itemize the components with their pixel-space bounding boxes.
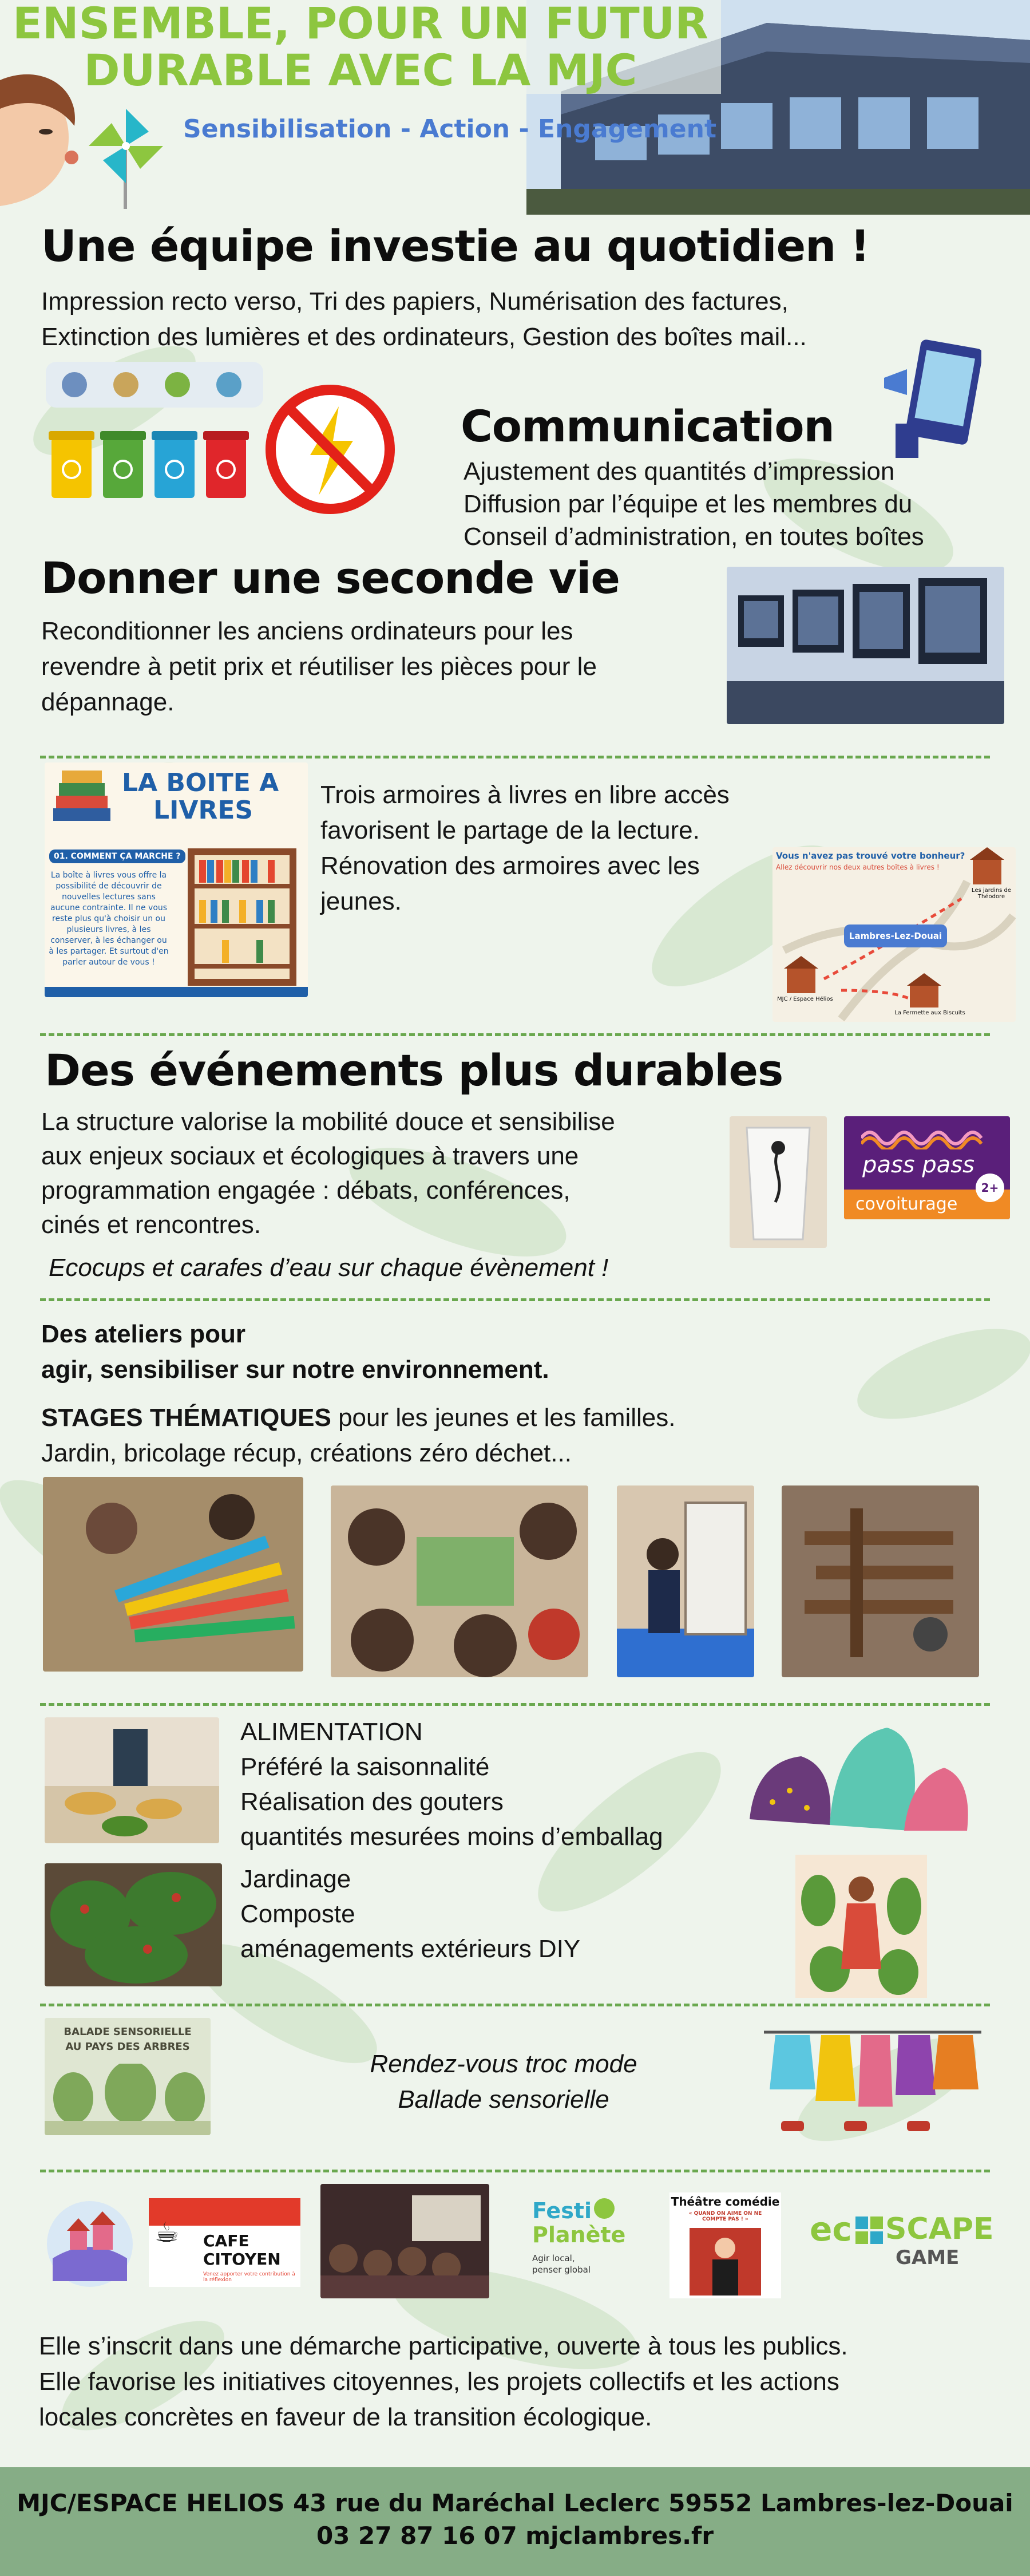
gardening-illustration: [795, 1855, 927, 1998]
events-text: [41, 1105, 615, 1242]
team-text: [41, 284, 807, 355]
clothes-rack-illustration: [758, 2021, 987, 2135]
meeting-photo: [320, 2184, 489, 2298]
food-text: [240, 1714, 663, 1854]
troc-line2: Ballade sensorielle: [398, 2085, 609, 2113]
footer-address: MJC/ESPACE HELIOS 43 rue du Maréchal Leclerc 59552 Lambres-lez-Douai: [17, 2489, 1013, 2517]
workshop-photo-3: [617, 1485, 754, 1677]
book-box-line1: Trois armoires à livres en libre accès: [320, 781, 730, 809]
garden-line1: Jardinage: [240, 1865, 351, 1893]
festi-planete-logo: [532, 2198, 629, 2290]
cafe-line2: CITOYEN: [203, 2250, 281, 2269]
festi-globe-icon: [594, 2198, 615, 2219]
communication-line2: Diffusion par l’équipe et les membres du: [464, 490, 913, 518]
book-box-line3: Rénovation des armoires avec les: [320, 852, 700, 880]
book-box-text: [320, 777, 730, 919]
section-divider: [40, 1703, 990, 1706]
workshops-heading-line2: agir, sensibiliser sur notre environnement.: [41, 1356, 549, 1384]
festi-word: Festi: [532, 2198, 592, 2223]
map-title: Vous n'avez pas trouvé votre bonheur?: [776, 851, 965, 861]
page-title-line2: DURABLE AVEC LA MJC: [84, 45, 637, 96]
team-text-line1: Impression recto verso, Tri des papiers, Numérisation des factures,: [41, 287, 789, 315]
footer: [0, 2467, 1030, 2576]
computer-megaphone-icon: [878, 338, 981, 464]
food-line1: ALIMENTATION: [240, 1718, 423, 1746]
workshop-photo-2: [331, 1485, 588, 1677]
section-divider: [40, 1298, 990, 1301]
second-life-line2: revendre à petit prix et réutiliser les pièces pour le: [41, 653, 597, 681]
stages-rest: pour les jeunes et les familles.: [331, 1404, 676, 1432]
workshops-heading: [41, 1317, 549, 1388]
theatre-subtitle: « QUAND ON AIME ON NE COMPTE PAS ! »: [688, 2211, 762, 2222]
closing-line2: Elle favorise les initiatives citoyennes, les projets collectifs et les actions: [39, 2368, 839, 2396]
team-text-line2: Extinction des lumières et des ordinateurs, Gestion des boîtes mail...: [41, 323, 807, 351]
passpass-name: pass pass: [862, 1152, 974, 1178]
food-line4: quantités mesurées moins d’emballag: [240, 1823, 663, 1851]
food-line3: Réalisation des gouters: [240, 1788, 504, 1816]
food-line2: Préféré la saisonnalité: [240, 1753, 490, 1781]
garden-line2: Composte: [240, 1900, 355, 1928]
poster-tag: 01. COMMENT ÇA MARCHE ?: [49, 850, 185, 863]
recycling-icons: [46, 362, 263, 408]
festi-sub2: penser global: [532, 2265, 591, 2275]
workshop-photo-1: [43, 1477, 303, 1672]
footer-contact: 03 27 87 16 07 mjclambres.fr: [316, 2522, 714, 2550]
section-divider: [40, 1033, 990, 1036]
closing-line3: locales concrètes en faveur de la transition écologique.: [39, 2403, 652, 2431]
stages-text: [41, 1400, 675, 1471]
communication-line1: Ajustement des quantités d’impression: [464, 457, 895, 485]
poster-title-line1: LA BOITE A: [122, 768, 279, 797]
workshop-photo-4: [782, 1485, 979, 1677]
cafe-line1: CAFE: [203, 2231, 249, 2250]
events-line2: aux enjeux sociaux et écologiques à travers une: [41, 1142, 579, 1170]
poster-title-line2: LIVRES: [153, 796, 253, 825]
poster-text: La boîte à livres vous offre la possibilité de découvrir de nouvelles lectures sans aucune contrainte. Il ne vous reste plus qu'à choisir un ou plusieurs livres, à les conserver, à les échanger ou à les partager. Et surtout d'en parler autour de vous !: [49, 871, 169, 967]
section-divider: [40, 2170, 990, 2172]
map-place-2: MJC / Espace Hélios: [777, 996, 833, 1002]
events-line4: cinés et rencontres.: [41, 1211, 261, 1239]
sensory-walk-poster: [45, 2018, 211, 2135]
garden-text: [240, 1862, 580, 1966]
section-divider: [40, 2004, 990, 2006]
passpass-logo: [844, 1116, 1010, 1219]
troc-line1: Rendez-vous troc mode: [370, 2050, 637, 2078]
passpass-badge: 2+: [976, 1174, 1004, 1202]
ecoscape-eco: ec: [810, 2210, 852, 2249]
garden-line3: aménagements extérieurs DIY: [240, 1935, 581, 1963]
second-life-text: [41, 614, 597, 720]
stages-line2: Jardin, bricolage récup, créations zéro déchet...: [41, 1439, 572, 1467]
workshops-heading-line1: Des ateliers pour: [41, 1320, 246, 1348]
book-box-line4: jeunes.: [320, 887, 402, 915]
events-line3: programmation engagée : débats, conférences,: [41, 1176, 571, 1204]
ecocups-note: Ecocups et carafes d’eau sur chaque évènement !: [49, 1254, 609, 1282]
partner-logo-houses: [41, 2190, 138, 2290]
events-line1: La structure valorise la mobilité douce et sensibilise: [41, 1108, 615, 1136]
communication-line3: Conseil d’administration, en toutes boîtes: [464, 523, 924, 551]
team-title: Une équipe investie au quotidien !: [41, 220, 870, 271]
closing-line1: Elle s’inscrit dans une démarche participative, ouverte à tous les publics.: [39, 2332, 848, 2360]
theatre-title: Théâtre comédie: [671, 2195, 780, 2208]
fabric-wrap-illustration: [738, 1716, 978, 1848]
section-divider: [40, 756, 990, 758]
book-box-map: [772, 847, 1016, 1022]
planete-word: Planète: [532, 2222, 626, 2247]
garden-photo: [45, 1863, 222, 1986]
passpass-sub: covoiturage: [855, 1194, 958, 1214]
cafe-citoyen-logo: [149, 2198, 300, 2287]
map-subtitle: Allez découvrir nos deux autres boîtes à livres !: [776, 863, 940, 871]
festi-sub1: Agir local,: [532, 2253, 575, 2263]
computers-photo: [727, 567, 1004, 724]
troc-text: [343, 2046, 664, 2117]
poster-line2: AU PAYS DES ARBRES: [65, 2041, 190, 2053]
communication-text: [464, 455, 924, 553]
recycling-bins-icon: [46, 421, 258, 501]
no-electricity-icon: [264, 384, 396, 515]
map-place-3: La Fermette aux Biscuits: [894, 1010, 965, 1016]
blowing-face-illustration: [0, 63, 86, 212]
second-life-line3: dépannage.: [41, 688, 175, 716]
ecoscape-game-logo: [810, 2210, 993, 2278]
food-photo: [45, 1717, 219, 1843]
theatre-poster: [670, 2192, 781, 2298]
events-title: Des événements plus durables: [45, 1045, 783, 1096]
ecoscape-game: GAME: [896, 2246, 960, 2269]
page-subtitle: Sensibilisation - Action - Engagement: [183, 114, 716, 144]
stages-bold: STAGES THÉMATIQUES: [41, 1404, 331, 1432]
poster-line1: BALADE SENSORIELLE: [64, 2026, 192, 2038]
cafe-cup-icon: ☕: [154, 2217, 180, 2249]
second-life-title: Donner une seconde vie: [41, 552, 620, 603]
pinwheel-icon: [86, 106, 166, 209]
map-center-label: Lambres-Lez-Douai: [849, 931, 942, 941]
second-life-line1: Reconditionner les anciens ordinateurs pour les: [41, 617, 573, 645]
book-box-poster: [45, 762, 308, 997]
closing-text: [39, 2329, 848, 2435]
map-place-1: Les jardins de Théodore: [971, 887, 1012, 900]
page-title: [0, 0, 721, 94]
communication-title: Communication: [461, 401, 834, 452]
book-box-line2: favorisent le partage de la lecture.: [320, 816, 700, 844]
cafe-tagline: Venez apporter votre contribution à la réflexion: [203, 2271, 295, 2283]
ecocup-photo: [730, 1116, 827, 1248]
page-title-line1: ENSEMBLE, POUR UN FUTUR: [13, 0, 708, 49]
ecoscape-scape: SCAPE: [885, 2212, 994, 2246]
